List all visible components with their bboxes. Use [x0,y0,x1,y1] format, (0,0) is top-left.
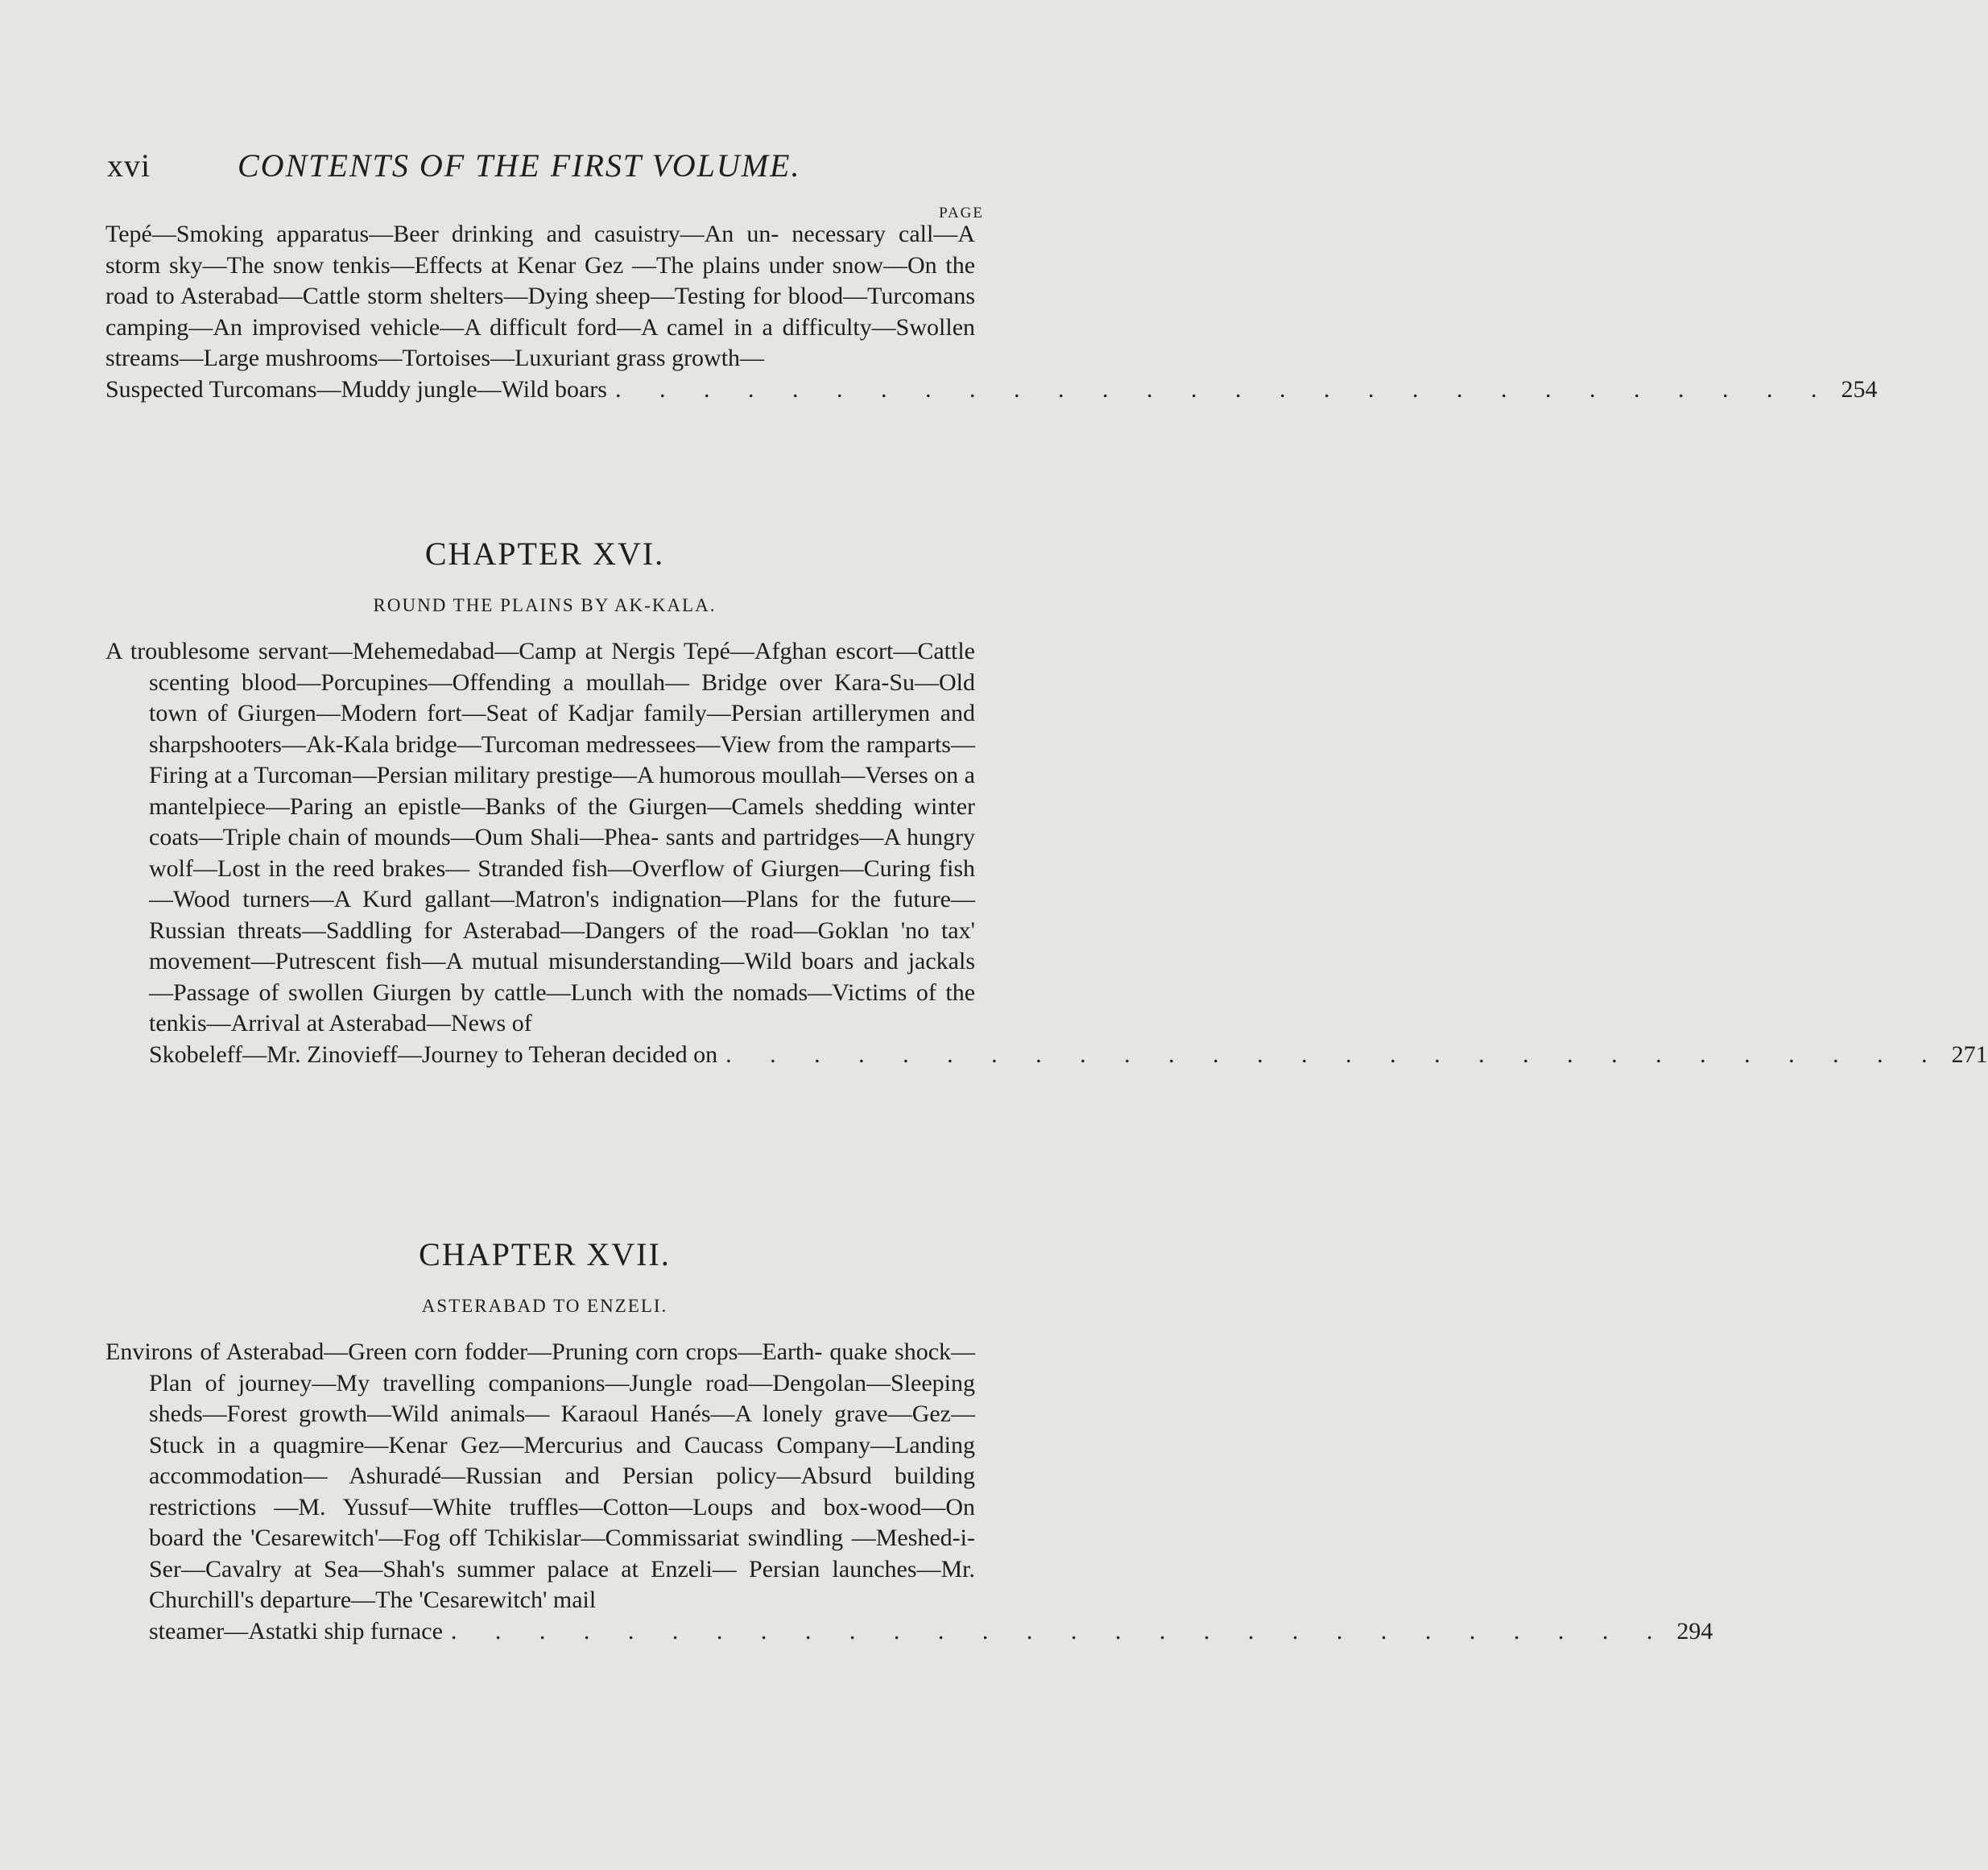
entry-page-number: 294 [1676,1617,1713,1645]
entry-text: A troublesome servant—Mehemedabad—Camp at Nergis Tepé—Afghan escort—Cattle scenting blood—Porcupines—Offending a moullah— Bridge over Kara-Su—Old town of Giurgen—Modern fort—Seat of Kadjar family—Persian artillerymen and sharpshooters—Ak-Kala bridge—Turcoman medressees—View from the ramparts—Firing at a Turcoman—Persian military prestige—A humorous moullah—Verses on a mantelpiece—Paring an epistle—Banks of the Giurgen—Camels shedding winter coats—Triple chain of mounds—Oum Shali—Phea- sants and partridges—A hungry wolf—Lost in the reed brakes— Stranded fish—Overflow of Giurgen—Curing fish—Wood turners—A Kurd gallant—Matron's indignation—Plans for the future—Russian threats—Saddling for Asterabad—Dangers of the road—Goklan 'no tax' movement—Putrescent fish—A mutual misunderstanding—Wild boars and jackals—Passage of swollen Giurgen by cattle—Lunch with the nomads—Victims of the tenkis—Arrival at Asterabad—News of [105,638,976,1036]
chapter-heading: CHAPTER XVII. [419,1236,671,1272]
folio: xvi [107,147,151,184]
dot-leader: . . . . . . . . . . . . . . . . . . . . . . . . . . . . [725,1040,1944,1068]
entry-last-text: Suspected Turcomans—Muddy jungle—Wild boars [105,375,607,403]
dot-leader: . . . . . . . . . . . . . . . . . . . . . . . . . . . . [614,375,1833,403]
contents-entry-continued [105,219,1878,405]
chapter-heading: CHAPTER XVI. [424,536,665,572]
entry-last-text: Skobeleff—Mr. Zinovieff—Journey to Teheran decided on [149,1040,718,1068]
contents-entry-chapter-xvi [105,636,1988,1070]
entry-last-text: steamer—Astatki ship furnace [149,1617,443,1645]
entry-last-line [105,1040,1988,1071]
entry-page-number: 254 [1841,375,1878,403]
entry-text: Tepé—Smoking apparatus—Beer drinking and casuistry—An un- necessary call—A storm sky—The snow tenkis—Effects at Kenar Gez —The plains under snow—On the road to Asterabad—Cattle storm shelters—Dying sheep—Testing for blood—Turcomans camping—An improvised vehicle—A difficult ford—A camel in a difficulty—Swollen streams—Large mushrooms—Tortoises—Luxuriant grass growth— [105,221,976,371]
chapter-subtitle: ROUND THE PLAINS BY AK-KALA. [373,595,717,615]
entry-last-line [105,1616,1713,1648]
entry-page-number: 271 [1951,1040,1988,1068]
running-title: CONTENTS OF THE FIRST VOLUME. [238,147,801,184]
entry-text: Environs of Asterabad—Green corn fodder—Pruning corn crops—Earth- quake shock—Plan of journey—My travelling companions—Jungle road—Dengolan—Sleeping sheds—Forest growth—Wild animals— Karaoul Hanés—A lonely grave—Gez—Stuck in a quagmire—Kenar Gez—Mercurius and Caucass Company—Landing accommodation— Ashuradé—Russian and Persian policy—Absurd building restrictions —M. Yussuf—White truffles—Cotton—Loups and box-wood—On board the 'Cesarewitch'—Fog off Tchikislar—Commissariat swindling —Meshed-i-Ser—Cavalry at Sea—Shah's summer palace at Enzeli— Persian launches—Mr. Churchill's departure—The 'Cesarewitch' mail [105,1338,976,1613]
page-column-label: PAGE [939,205,984,221]
dot-leader: . . . . . . . . . . . . . . . . . . . . . . . . . . . . [450,1617,1669,1645]
chapter-subtitle: ASTERABAD TO ENZELI. [421,1296,668,1316]
running-header [107,143,985,188]
entry-last-line [105,374,1878,406]
contents-entry-chapter-xvii [105,1337,1713,1647]
